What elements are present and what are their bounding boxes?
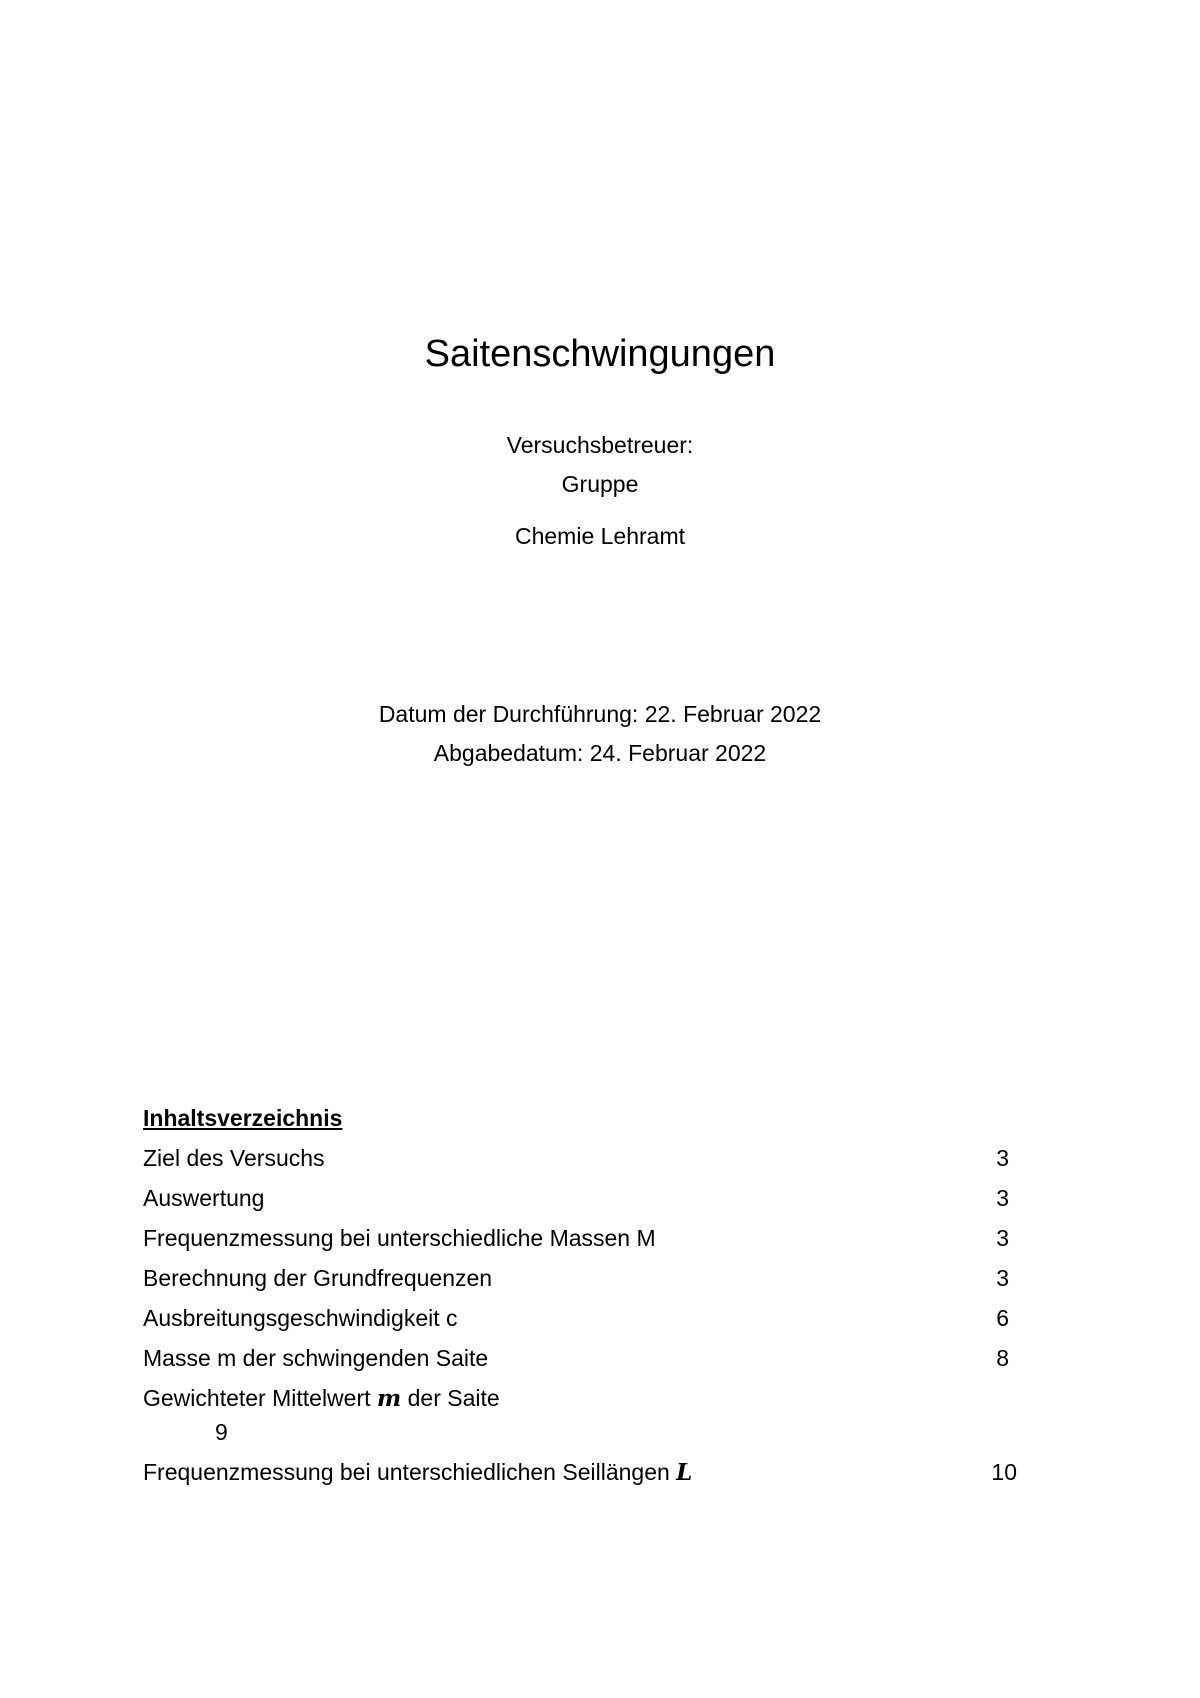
group-label: Gruppe <box>561 471 639 497</box>
toc-entry[interactable] <box>143 1384 1033 1458</box>
toc-entry-label <box>143 1458 692 1487</box>
toc-entry[interactable] <box>143 1458 1033 1498</box>
toc-entry[interactable] <box>143 1304 1033 1344</box>
toc-entry-label: Ausbreitungsgeschwindigkeit c <box>143 1305 458 1331</box>
toc-entry-page: 6 <box>996 1305 1009 1331</box>
toc-entry-label <box>143 1384 500 1413</box>
math-variable-l: L <box>676 1459 693 1486</box>
toc-entry[interactable] <box>143 1224 1033 1264</box>
toc-entry-label: Ziel des Versuchs <box>143 1145 325 1171</box>
toc-entry-label-start: Gewichteter Mittelwert <box>143 1385 377 1411</box>
study-program: Chemie Lehramt <box>514 523 686 549</box>
toc-entry[interactable] <box>143 1184 1033 1224</box>
toc-entry-label: Berechnung der Grundfrequenzen <box>143 1265 493 1291</box>
toc-entry-label: Frequenzmessung bei unterschiedliche Massen M <box>143 1225 656 1251</box>
toc-entry-page: 8 <box>996 1345 1009 1371</box>
toc-entry-page: 9 <box>215 1419 228 1445</box>
toc-entry[interactable] <box>143 1144 1033 1184</box>
toc-entry-label: Masse m der schwingenden Saite <box>143 1345 489 1371</box>
supervisor-label: Versuchsbetreuer: <box>506 432 694 458</box>
document-title: Saitenschwingungen <box>424 333 776 375</box>
toc-entry-page: 3 <box>996 1145 1009 1171</box>
toc-entry-page: 3 <box>996 1265 1009 1291</box>
toc-entry-label-end: der Saite <box>401 1385 500 1411</box>
toc-entry[interactable] <box>143 1344 1033 1384</box>
date-due: Abgabedatum: 24. Februar 2022 <box>433 740 767 766</box>
math-variable-m: m <box>376 1385 402 1412</box>
toc-entry-label: Auswertung <box>143 1185 265 1211</box>
toc-entry-page: 3 <box>996 1185 1009 1211</box>
toc-entry-label-start: Frequenzmessung bei unterschiedlichen Seillängen <box>143 1459 677 1485</box>
table-of-contents <box>143 1104 1033 1498</box>
toc-entry-page: 10 <box>991 1459 1017 1485</box>
toc-heading: Inhaltsverzeichnis <box>143 1105 343 1131</box>
date-performed: Datum der Durchführung: 22. Februar 2022 <box>378 701 822 727</box>
toc-entry-page: 3 <box>996 1225 1009 1251</box>
toc-entry[interactable] <box>143 1264 1033 1304</box>
